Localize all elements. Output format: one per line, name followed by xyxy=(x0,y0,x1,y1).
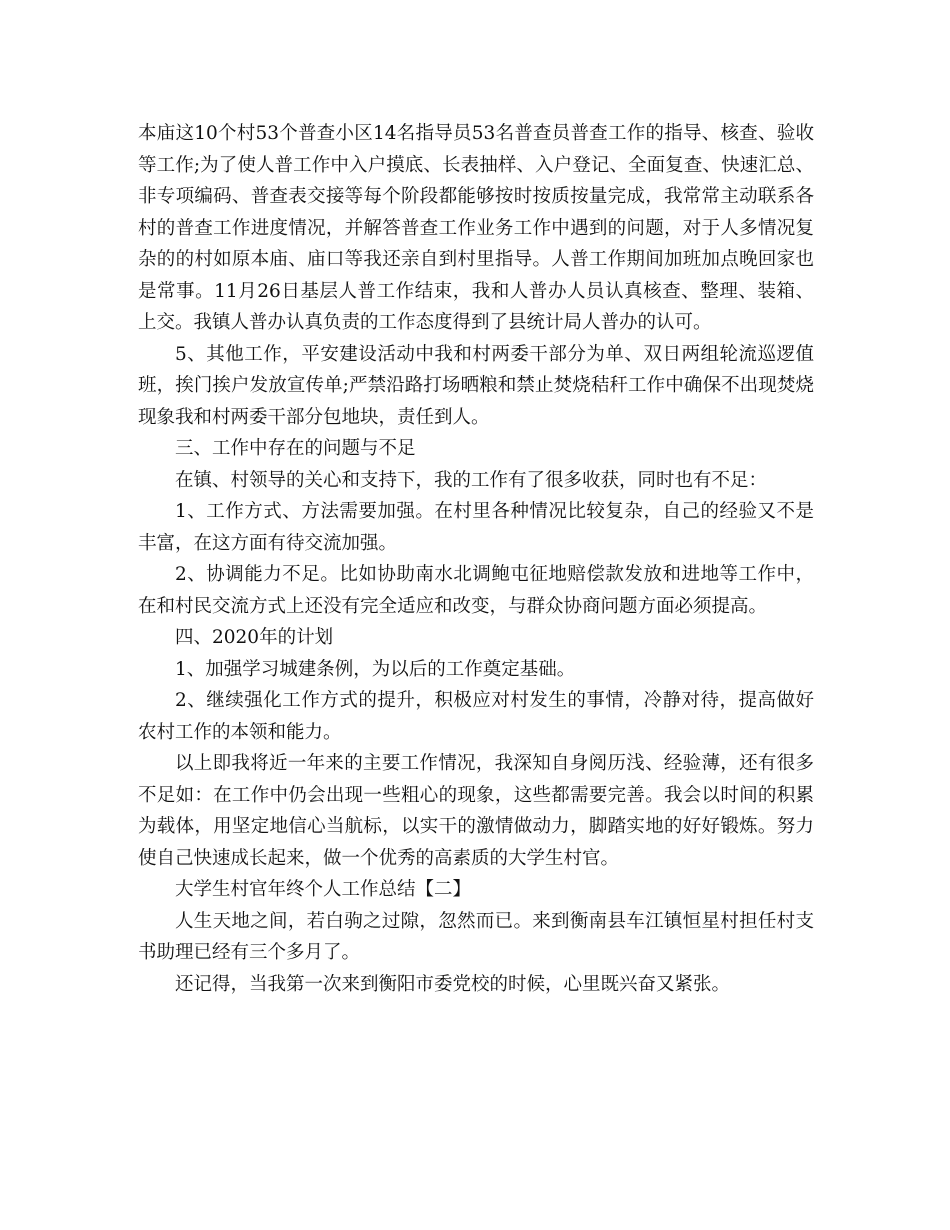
paragraph-problems-intro: 在镇、村领导的关心和支持下，我的工作有了很多收获，同时也有不足： xyxy=(175,469,768,491)
document-body xyxy=(138,118,814,1000)
section-heading-summary-two: 大学生村官年终个人工作总结【二】 xyxy=(175,879,472,900)
paragraph-problem-1: 1、工作方式、方法需要加强。在村里各种情况比较复杂，自己的经验又不是丰富，在这方面有待交流加强。 xyxy=(138,501,814,554)
paragraph-summary-two-memory: 还记得，当我第一次来到衡阳市委党校的时候，心里既兴奋又紧张。 xyxy=(175,973,731,995)
paragraph-plan-2: 2、继续强化工作方式的提升，积极应对村发生的事情，冷静对待，提高做好农村工作的本领和能力。 xyxy=(138,690,814,743)
section-heading-plan: 四、2020年的计划 xyxy=(175,627,334,648)
paragraph-problem-2: 2、协调能力不足。比如协助南水北调鲍屯征地赔偿款发放和进地等工作中，在和村民交流方式上还没有完全适应和改变，与群众协商问题方面必须提高。 xyxy=(138,564,814,617)
paragraph-plan-1: 1、加强学习城建条例，为以后的工作奠定基础。 xyxy=(175,658,576,680)
paragraph-conclusion: 以上即我将近一年来的主要工作情况，我深知自身阅历浅、经验薄，还有很多不足如：在工作中仍会出现一些粗心的现象，这些都需要完善。我会以时间的积累为载体，用坚定地信心当航标，以实干的激情做动力，脚踏实地的好好锻炼。努力使自己快速成长起来，做一个优秀的高素质的大学生村官。 xyxy=(138,753,814,869)
paragraph-summary-two-intro: 人生天地之间，若白驹之过隙，忽然而已。来到衡南县车江镇恒星村担任村支书助理已经有三个多月了。 xyxy=(138,910,814,963)
paragraph-census-work: 本庙这10个村53个普查小区14名指导员53名普查员普查工作的指导、核查、验收等工作;为了使人普工作中入户摸底、长表抽样、入户登记、全面复查、快速汇总、非专项编码、普查表交接等每个阶段都能够按时按质按量完成，我常常主动联系各村的普查工作进度情况，并解答普查工作业务工作中遇到的问题，对于人多情况复杂的的村如原本庙、庙口等我还亲自到村里指导。人普工作期间加班加点晚回家也是常事。11月26日基层人普工作结束，我和人普办人员认真核查、整理、装箱、上交。我镇人普办认真负责的工作态度得到了县统计局人普办的认可。 xyxy=(138,123,814,333)
paragraph-other-work: 5、其他工作，平安建设活动中我和村两委干部分为单、双日两组轮流巡逻值班，挨门挨户发放宣传单;严禁沿路打场晒粮和禁止焚烧秸秆工作中确保不出现焚烧现象我和村两委干部分包地块，责任到人。 xyxy=(138,343,814,428)
section-heading-problems: 三、工作中存在的问题与不足 xyxy=(175,438,416,459)
